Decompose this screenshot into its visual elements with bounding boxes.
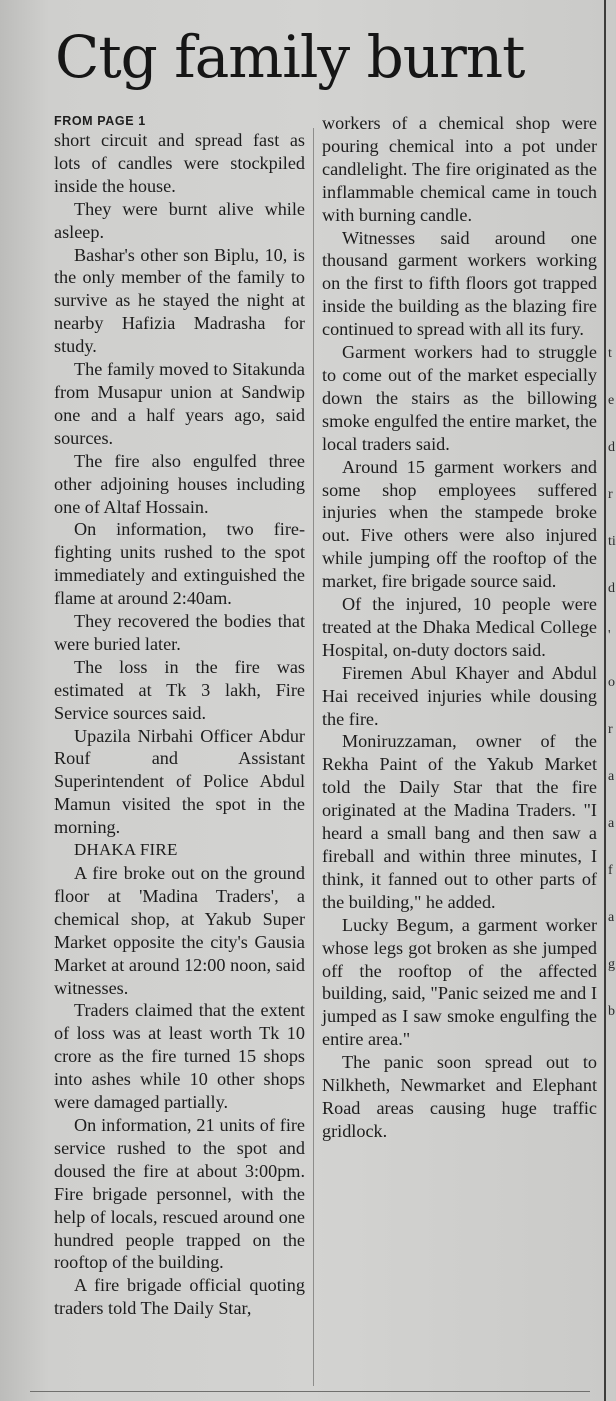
- edge-letter: e: [608, 393, 615, 408]
- paragraph: workers of a chemical shop were pouring chemical into a pot under candlelight. The fire originated as the inflammable chemical came in touch with burning candle.: [322, 113, 597, 225]
- edge-letter: a: [608, 816, 615, 831]
- paragraph: On information, two fire-fighting units rushed to the spot immediately and extinguished the flame at around 2:40am.: [54, 519, 305, 609]
- paragraph: Of the injured, 10 people were treated at the Dhaka Medical College Hospital, on-duty doctors said.: [322, 594, 597, 660]
- edge-letter: d: [608, 440, 615, 455]
- edge-letter: b: [608, 1004, 615, 1019]
- paragraph: Firemen Abul Khayer and Abdul Hai received injuries while dousing the fire.: [322, 662, 597, 729]
- paragraph: The loss in the fire was estimated at Tk 3 lakh, Fire Service sources said.: [54, 656, 305, 723]
- paragraph: short circuit and spread fast as lots of candles were stockpiled inside the house.: [54, 130, 305, 196]
- left-column: [54, 114, 305, 1320]
- paragraph: A fire broke out on the ground floor at 'Madina Traders', a chemical shop, at Yakub Super Market opposite the city's Gausia Market at around 12:00 noon, said witnesses.: [54, 863, 305, 998]
- kicker: FROM PAGE 1: [54, 114, 146, 128]
- paragraph: A fire brigade official quoting traders told The Daily Star,: [54, 1275, 305, 1319]
- edge-letter: d: [608, 581, 615, 596]
- paragraph: Bashar's other son Biplu, 10, is the only member of the family to survive as he stayed the night at nearby Hafizia Madrasha for study.: [54, 244, 305, 357]
- edge-letter: t: [608, 346, 612, 361]
- headline: Ctg family burnt: [55, 23, 525, 91]
- bottom-rule: [30, 1391, 590, 1392]
- paragraph: Traders claimed that the extent of loss was at least worth Tk 10 crore as the fire turned 15 shops into ashes while 10 other shops were damaged partially.: [54, 1000, 305, 1113]
- edge-letter: ti: [608, 534, 616, 549]
- paragraph: The panic soon spread out to Nilkheth, Newmarket and Elephant Road areas causing huge traffic gridlock.: [322, 1052, 597, 1141]
- paragraph: They recovered the bodies that were buried later.: [54, 611, 305, 654]
- paragraph: They were burnt alive while asleep.: [54, 198, 305, 242]
- right-column: [322, 112, 597, 1143]
- paragraph: Moniruzzaman, owner of the Rekha Paint of the Yakub Market told the Daily Star that the fire originated at the Madina Traders. "I heard a small bang and then saw a fireball and within three minutes, I think, it fanned out to other parts of the building," he added.: [322, 731, 597, 912]
- paragraph: The fire also engulfed three other adjoining houses including one of Altaf Hossain.: [54, 450, 305, 517]
- paragraph: Garment workers had to struggle to come out of the market especially down the stairs as the billowing smoke engulfed the entire market, the local traders said.: [322, 342, 597, 454]
- edge-letter: f: [608, 863, 613, 878]
- adjacent-column-rule: [604, 0, 606, 1401]
- paragraph: Around 15 garment workers and some shop employees suffered injuries when the stampede broke out. Five others were also injured while jumping off the rooftop of the market, fire brigade source said.: [322, 456, 597, 592]
- edge-letter: a: [608, 910, 615, 925]
- edge-letter: a: [608, 769, 615, 784]
- edge-letter: r: [608, 722, 613, 737]
- column-divider: [313, 128, 314, 1386]
- edge-letter: g: [608, 957, 615, 972]
- paragraph: Upazila Nirbahi Officer Abdur Rouf and Assistant Superintendent of Police Abdul Mamun visited the spot in the morning.: [54, 725, 305, 838]
- adjacent-article-fragment: [608, 330, 615, 1035]
- edge-letter: o: [608, 675, 615, 690]
- paragraph: On information, 21 units of fire service rushed to the spot and doused the fire at about 3:00pm. Fire brigade personnel, with the help of locals, rescued around one hundred people trapped on the rooftop of the building.: [54, 1114, 305, 1273]
- edge-letter: r: [608, 487, 613, 502]
- paragraph: The family moved to Sitakunda from Musapur union at Sandwip one and a half years ago, said sources.: [54, 359, 305, 448]
- paragraph: Witnesses said around one thousand garment workers working on the first to fifth floors got trapped inside the building as the blazing fire continued to spread with all its fury.: [322, 227, 597, 340]
- edge-letter: ': [608, 628, 611, 643]
- subhead: DHAKA FIRE: [74, 840, 178, 860]
- paragraph: Lucky Begum, a garment worker whose legs got broken as she jumped off the rooftop of the affected building, said, "Panic seized me and I jumped as I saw smoke engulfing the entire area.": [322, 914, 597, 1050]
